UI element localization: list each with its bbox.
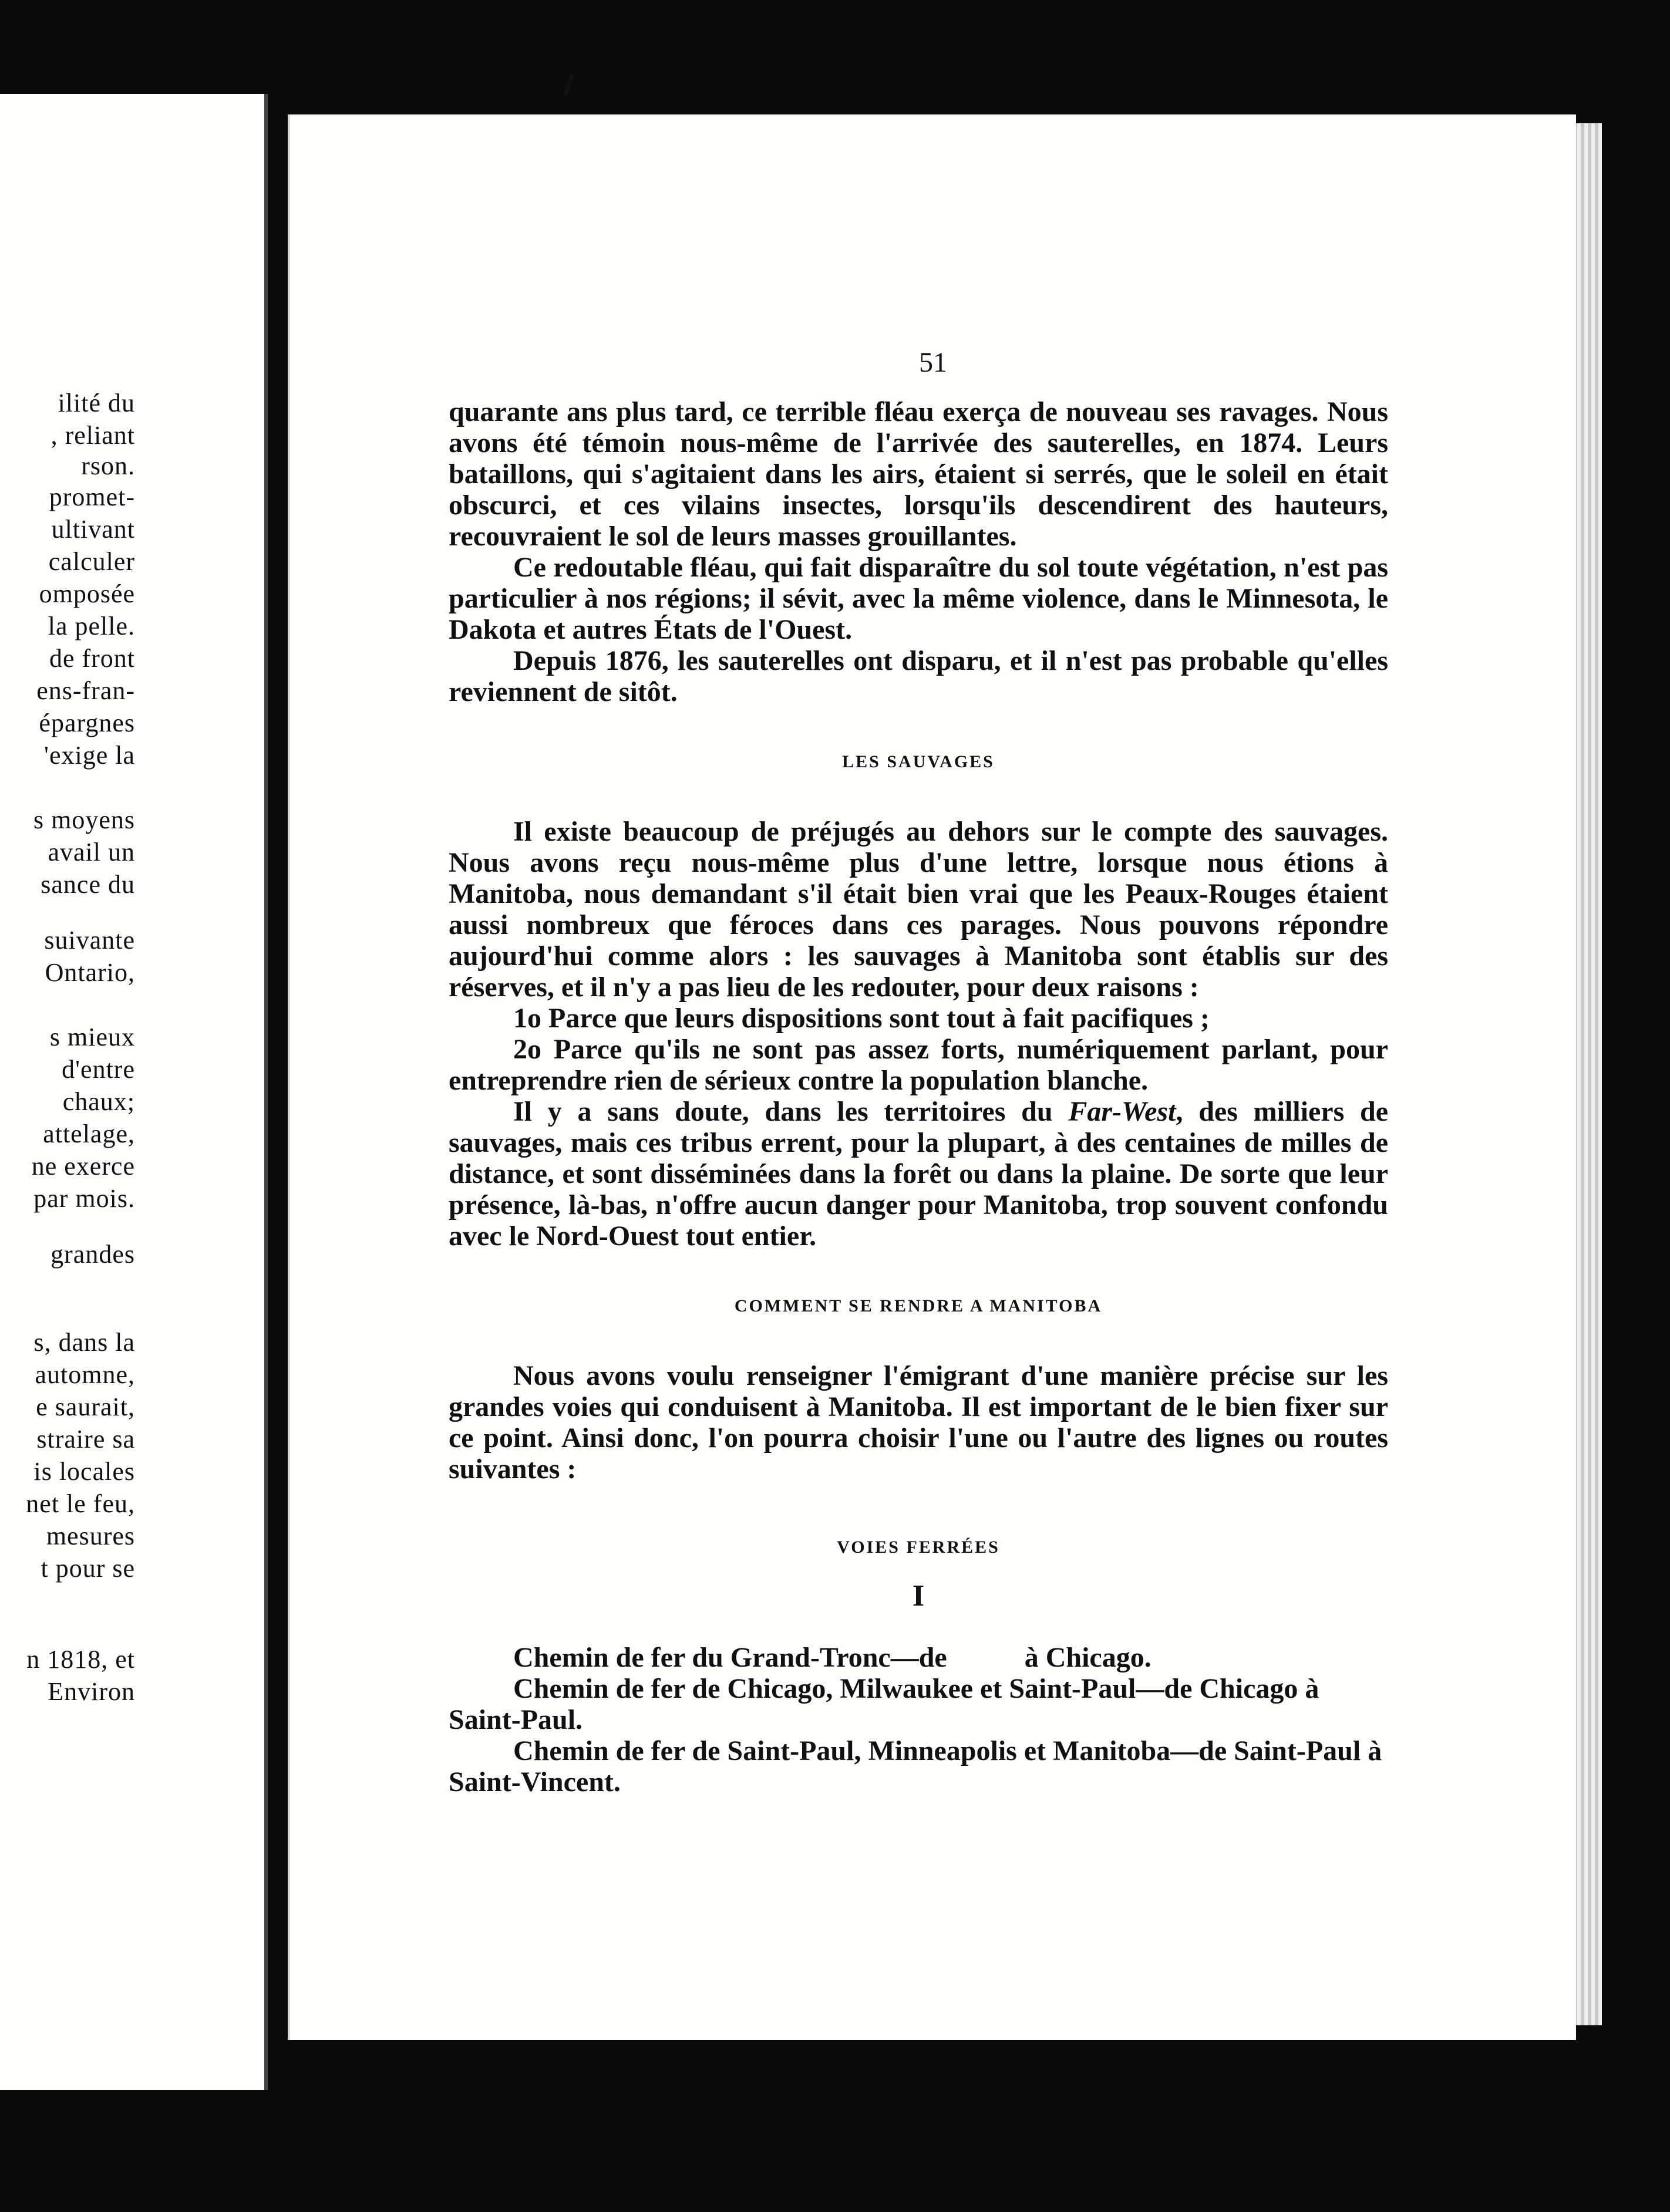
left-line: s mieux — [49, 1023, 135, 1051]
left-line: is locales — [33, 1457, 135, 1486]
left-line: d'entre — [62, 1055, 135, 1084]
page-edge — [1574, 123, 1602, 2025]
route-line: Chemin de fer de Chicago, Milwaukee et Saint-Paul—de Chicago à Saint-Paul. — [449, 1673, 1319, 1735]
page — [288, 114, 1576, 2040]
left-line: la pelle. — [48, 612, 135, 640]
left-line: ilité du — [58, 389, 135, 417]
section-heading: LES SAUVAGES — [842, 752, 995, 771]
page-body — [449, 396, 1388, 1798]
left-line: t pour se — [41, 1554, 135, 1583]
left-line: ens-fran- — [36, 676, 135, 705]
left-line: suivante — [44, 926, 135, 955]
left-line: mesures — [46, 1522, 135, 1550]
left-line: n 1818, et — [26, 1645, 135, 1674]
italic-term: Far-West — [1068, 1096, 1176, 1127]
paragraph — [449, 1096, 1388, 1252]
left-line: 'exige la — [44, 741, 135, 770]
paragraph: Ce redoutable fléau, qui fait disparaître du sol toute végétation, n'est pas particulier à nos régions; il sévit, avec la même violence, dans le Minnesota, le Dakota et autres États de l'Ouest. — [449, 552, 1388, 645]
left-page-fragment — [0, 94, 268, 2090]
roman-numeral: I — [912, 1579, 925, 1613]
left-line: ne exerce — [31, 1152, 135, 1181]
paragraph: quarante ans plus tard, ce terrible fléau exerça de nouveau ses ravages. Nous avons été témoin nous-même de l'arrivée des sauterelles, en 1874. Leurs bataillons, qui s'agitaient dans les airs, étaient si serrés, que le soleil en était obscurci, et ces vilains insectes, lorsqu'ils descendirent des hauteurs, recouvraient le sol de leurs masses grouillantes. — [449, 396, 1388, 552]
left-line: attelage, — [43, 1120, 135, 1148]
left-line: , reliant — [50, 421, 135, 450]
paragraph: Il existe beaucoup de préjugés au dehors sur le compte des sauvages. Nous avons reçu nous-même plus d'une lettre, lorsque nous étions à Manitoba, nous demandant s'il était bien vrai que les Peaux-Rouges étaient aussi nombreux que féroces dans ces parages. Nous pouvons répondre aujourd'hui comme alors : les sauvages à Manitoba sont établis sur des réserves, et il n'y a pas lieu de les redouter, pour deux raisons : — [449, 816, 1388, 1003]
left-line: sance du — [41, 870, 135, 899]
left-line: avail un — [48, 838, 135, 866]
left-line: grandes — [50, 1240, 135, 1269]
section-heading: VOIES FERRÉES — [837, 1537, 1000, 1557]
list-item: 1o Parce que leurs dispositions sont tout à fait pacifiques ; — [513, 1003, 1210, 1034]
left-line: straire sa — [36, 1425, 135, 1454]
left-line: épargnes — [39, 709, 135, 737]
paragraph: Depuis 1876, les sauterelles ont disparu, et il n'est pas probable qu'elles reviennent de sitôt. — [449, 645, 1388, 707]
left-line: rson. — [81, 451, 135, 480]
left-line: Environ — [48, 1677, 135, 1706]
left-line: omposée — [39, 579, 135, 608]
route-line: Chemin de fer de Saint-Paul, Minneapolis et Manitoba—de Saint-Paul à Saint-Vincent. — [449, 1735, 1382, 1798]
section-heading: COMMENT SE RENDRE A MANITOBA — [734, 1296, 1103, 1316]
left-line: promet- — [49, 483, 135, 511]
paragraph-text: Il y a sans doute, dans les territoires du — [513, 1096, 1069, 1127]
left-line: ultivant — [51, 515, 135, 544]
scan-mark — [563, 73, 574, 97]
route-line: Chemin de fer du Grand-Tronc—de à Chicago. — [513, 1642, 1152, 1673]
left-line: chaux; — [62, 1087, 135, 1116]
list-item: 2o Parce qu'ils ne sont pas assez forts, numériquement parlant, pour entreprendre rien de sérieux contre la population blanche. — [449, 1034, 1388, 1096]
paragraph: Nous avons voulu renseigner l'émigrant d'une manière précise sur les grandes voies qui conduisent à Manitoba. Il est important de le bien fixer sur ce point. Ainsi donc, l'on pourra choisir l'une ou l'autre des lignes ou routes suivantes : — [449, 1360, 1388, 1485]
left-line: Ontario, — [45, 958, 135, 987]
paragraph-text: , des milliers de sauvages, mais ces tribus errent, pour la plupart, à des centaines de milles de distance, et sont disséminées dans la forêt ou dans la plaine. De sorte que leur présence, là-bas, n'offre aucun danger pour Manitoba, trop souvent confondu avec le Nord-Ouest tout entier. — [449, 1096, 1389, 1252]
left-line: automne, — [35, 1360, 135, 1389]
left-line: net le feu, — [26, 1489, 135, 1518]
page-number: 51 — [919, 347, 947, 378]
left-line: de front — [49, 644, 135, 673]
left-line: par mois. — [33, 1184, 135, 1213]
left-line: s, dans la — [33, 1328, 135, 1357]
left-line: calculer — [48, 547, 135, 576]
left-line: e saurait, — [36, 1392, 135, 1421]
left-line: s moyens — [33, 805, 135, 834]
